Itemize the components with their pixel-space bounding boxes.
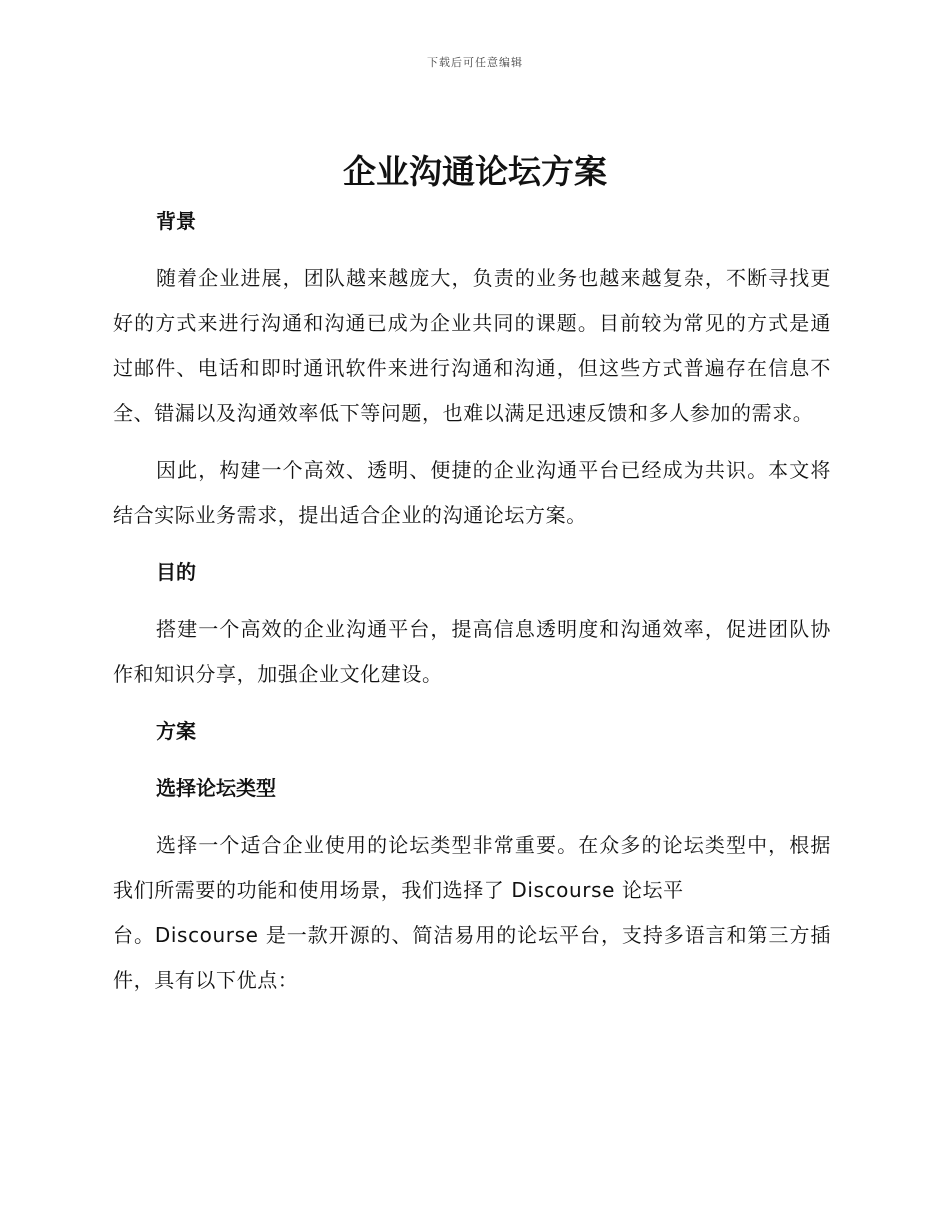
paragraph-select-forum-line-1: 选择一个适合企业使用的论坛类型非常重要。在众多的论坛类型中，根据我们所需要的功能和使用场景，我们选择了 Discourse 论坛平 [113, 833, 831, 902]
section-heading-background: 背景 [156, 209, 196, 233]
paragraph-purpose-1: 搭建一个高效的企业沟通平台，提高信息透明度和沟通效率，促进团队协作和知识分享，加强企业文化建设。 [113, 617, 831, 686]
header-note: 下载后可任意编辑 [427, 56, 523, 69]
paragraph-select-forum-line-2: 台。Discourse 是一款开源的、简洁易用的论坛平台，支持多语言和第三方插件，具有以下优点： [113, 923, 831, 992]
section-heading-plan: 方案 [156, 719, 196, 743]
paragraph-background-1: 随着企业进展，团队越来越庞大，负责的业务也越来越复杂，不断寻找更好的方式来进行沟通和沟通已成为企业共同的课题。目前较为常见的方式是通过邮件、电话和即时通讯软件来进行沟通和沟通，但这些方式普遍存在信息不全、错漏以及沟通效率低下等问题，也难以满足迅速反馈和多人参加的需求。 [113, 266, 831, 425]
section-heading-purpose: 目的 [156, 560, 196, 584]
paragraph-select-forum [113, 823, 831, 1003]
subsection-heading-select-forum: 选择论坛类型 [156, 776, 276, 800]
paragraph-background-2: 因此，构建一个高效、透明、便捷的企业沟通平台已经成为共识。本文将结合实际业务需求，提出适合企业的沟通论坛方案。 [113, 458, 831, 527]
document-title: 企业沟通论坛方案 [343, 152, 607, 191]
document-body [113, 199, 831, 1003]
